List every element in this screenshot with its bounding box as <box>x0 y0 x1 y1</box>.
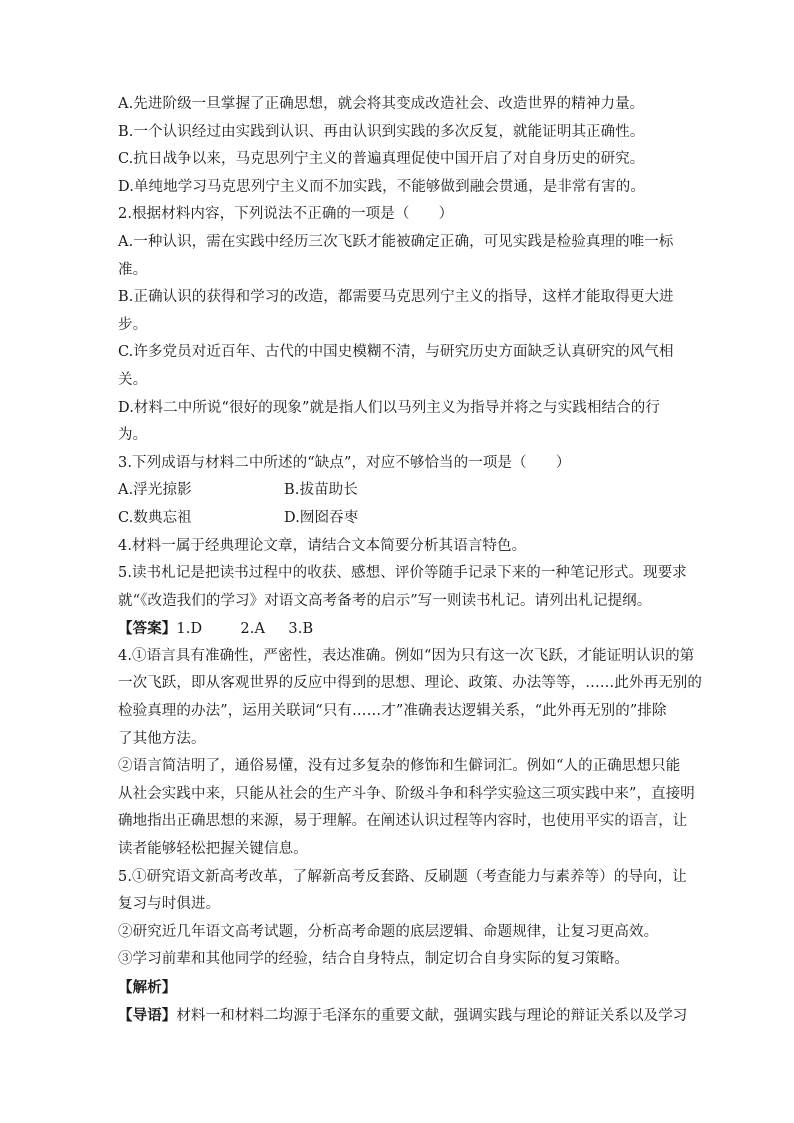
option-1c: C.抗日战争以来，马克思列宁主义的普遍真理促使中国开启了对自身历史的研究。 <box>118 151 645 168</box>
options-row-2 <box>118 505 678 533</box>
answer-4-line-4: 了其他方法。 <box>118 730 206 747</box>
option-3d: D.囫囵吞枣 <box>284 509 359 526</box>
answer-line <box>118 615 678 643</box>
option-1a: A.先进阶级一旦掌握了正确思想，就会将其变成改造社会、改造世界的精神力量。 <box>118 96 645 112</box>
answer-4-line-5: ②语言简洁明了，通俗易懂，没有过多复杂的修饰和生僻词汇。例如“人的正确思想只能 <box>118 758 681 775</box>
option-2b: B.正确认识的获得和学习的改造，都需要马克思列宁主义的指导，这样才能取得更大进 <box>118 289 674 306</box>
option-3a: A.浮光掠影 <box>118 482 192 499</box>
answer-4-line-1: 4.①语言具有准确性，严密性，表达准确。例如“因为只有这一次飞跃，才能证明认识的第 <box>118 647 695 664</box>
answer-5-line-4: ③学习前辈和其他同学的经验，结合自身特点，制定切合自身实际的复习策略。 <box>118 951 629 968</box>
option-2d: D.材料二中所说“很好的现象”就是指人们以马列主义为指导并将之与实践相结合的行 <box>118 399 660 416</box>
answer-5-line-2: 复习与时俱进。 <box>118 896 221 913</box>
answer-5-line-1: 5.①研究语文新高考改革，了解新高考反套路、反刷题（考查能力与素养等）的导向，让 <box>118 868 687 885</box>
guide-line <box>118 1002 688 1030</box>
answer-1: 1.D <box>176 621 203 638</box>
option-1d: D.单纯地学习马克思列宁主义而不加实践，不能够做到融会贯通，是非常有害的。 <box>118 178 645 195</box>
option-3c: C.数典忘祖 <box>118 509 192 526</box>
question-2: 2.根据材料内容，下列说法不正确的一项是（ ） <box>118 206 454 223</box>
answer-label: 【答案】 <box>118 620 177 638</box>
option-2c: C.许多党员对近百年、古代的中国史模糊不清，与研究历史方面缺乏认真研究的风气相 <box>118 344 674 361</box>
option-3b: B.拔苗助长 <box>284 482 358 499</box>
guide-label: 【导语】 <box>118 1006 177 1024</box>
option-2b-cont: 步。 <box>118 316 148 333</box>
option-2c-cont: 关。 <box>118 371 148 388</box>
answer-4-line-7: 确地指出正确思想的来源，易于理解。在阐述认识过程等内容时，也使用平实的语言，让 <box>118 813 688 830</box>
option-2d-cont: 为。 <box>118 427 148 444</box>
guide-text: 材料一和材料二均源于毛泽东的重要文献，强调实践与理论的辩证关系以及学习 <box>176 1007 688 1024</box>
answer-4-line-3: 检验真理的办法”，运用关联词“只有……才”准确表达逻辑关系，“此外再无别的”排除 <box>118 703 667 720</box>
option-1b: B.一个认识经过由实践到认识、再由认识到实践的多次反复，就能证明其正确性。 <box>118 123 645 140</box>
answer-3: 3.B <box>288 621 314 638</box>
answer-4-line-6: 从社会实践中来，只能从社会的生产斗争、阶级斗争和科学实验这三项实践中来”，直接明 <box>118 785 695 802</box>
answer-4-line-8: 读者能够轻松把握关键信息。 <box>118 841 308 858</box>
answer-4-line-2: 一次飞跃，即从客观世界的反应中得到的思想、理论、政策、办法等等，……此外再无别的 <box>118 675 702 692</box>
options-row-1 <box>118 477 678 505</box>
question-3: 3.下列成语与材料二中所述的“缺点”，对应不够恰当的一项是（ ） <box>118 454 571 471</box>
analysis-label: 【解析】 <box>118 979 177 996</box>
question-5: 5.读书札记是把读书过程中的收获、感想、评价等随手记录下来的一种笔记形式。现要求 <box>118 565 687 582</box>
document-page <box>118 91 702 1029</box>
option-2a-cont: 准。 <box>118 261 148 278</box>
option-2a: A.一种认识，需在实践中经历三次飞跃才能被确定正确，可见实践是检验真理的唯一标 <box>118 233 674 250</box>
answer-2: 2.A <box>240 621 266 638</box>
question-4: 4.材料一属于经典理论文章，请结合文本简要分析其语言特色。 <box>118 537 527 554</box>
question-5-cont: 就“《改造我们的学习》对语文高考备考的启示”写一则读书札记。请列出札记提纲。 <box>118 592 652 609</box>
answer-5-line-3: ②研究近几年语文高考试题，分析高考命题的底层逻辑、命题规律，让复习更高效。 <box>118 923 659 940</box>
